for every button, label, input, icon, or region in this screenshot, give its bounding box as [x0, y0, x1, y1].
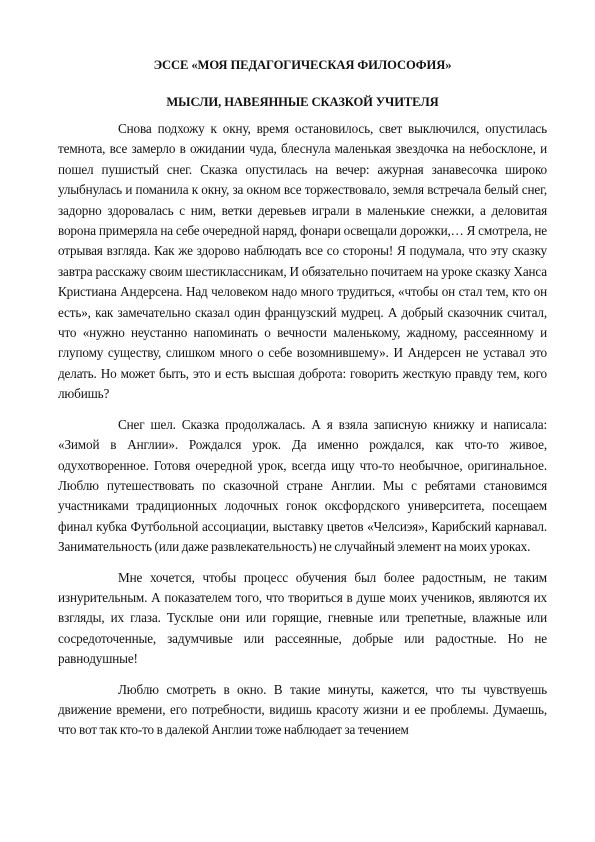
essay-title: ЭССЕ «МОЯ ПЕДАГОГИЧЕСКАЯ ФИЛОСОФИЯ» [153, 58, 452, 72]
essay-subtitle: МЫСЛИ, НАВЕЯННЫЕ СКАЗКОЙ УЧИТЕЛЯ [166, 95, 439, 109]
paragraph-1: Снова подхожу к окну, время остановилось, свет выключился, опустилась темнота, все замерло в ожидании чуда, блеснула маленькая звездочка на небосклоне, и пошел пушистый снег. Сказка опустилась на вечер: ажурная занавесочка широко улыбнулась и поманила к окну, за окном все торжествовало, земля встречала белый снег, задорно здоровалась с ним, ветки деревьев играли в маленькие снежки, а деловитая ворона примеряла на себе очередной наряд, фонари освещали дорожки,… Я смотрела, не отрывая взгляда. Как же здорово наблюдать все со стороны! Я подумала, что эту сказку завтра расскажу своим шестиклассникам, И обязательно почитаем на уроке сказку Ханса Кристиана Андерсена. Над человеком надо много трудиться, «чтобы он стал тем, кто он есть», как замечательно сказал один французский мудрец. А добрый сказочник считал, что «нужно неустанно напоминать о вечности маленькому, жадному, рассеянному и глупому существу, слишком много о себе возомнившему». И Андерсен не уставал это делать. Но может быть, это и есть высшая доброта: говорить жесткую правду тем, кого любишь? [58, 121, 547, 402]
paragraph-3: Мне хочется, чтобы процесс обучения был более радостным, не таким изнурительным. А показателем того, что твориться в душе моих учеников, являются их взгляды, их глаза. Тусклые они или горящие, гневные или трепетные, влажные или сосредоточенные, задумчивые или рассеянные, добрые или радостные. Но не равнодушные! [58, 569, 547, 667]
paragraph-2: Снег шел. Сказка продолжалась. А я взяла записную книжку и написала: «Зимой в Англии». Рождался урок. Да именно рождался, как что-то живое, одухотворенное. Готовя очередной урок, всегда ищу что-то необычное, оригинальное. Люблю путешествовать по сказочной стране Англии. Мы с ребятами становимся участниками традиционных лодочных гонок оксфордского университета, посещаем финал кубка Футбольной ассоциации, выставку цветов «Челсиэя», Карибский карнавал. Занимательность (или даже развлекательность) не случайный элемент на моих уроках. [58, 416, 547, 555]
paragraph-4: Люблю смотреть в окно. В такие минуты, кажется, что ты чувствуешь движение времени, его потребности, видишь красоту жизни и ее проблемы. Думаешь, что вот так кто-то в далекой Англии тоже наблюдает за течением [58, 681, 547, 738]
